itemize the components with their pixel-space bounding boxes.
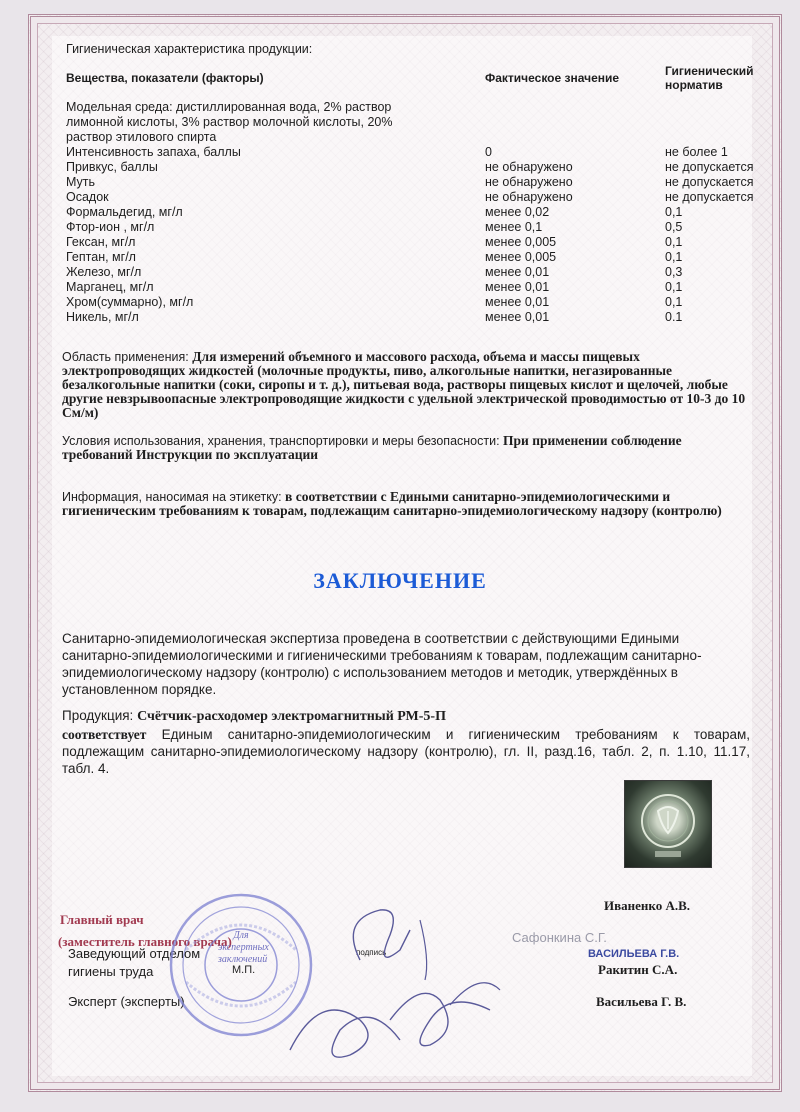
col-header-actual: Фактическое значение xyxy=(485,71,620,85)
table-row xyxy=(62,220,762,235)
deputy-label: (заместитель главного врача) xyxy=(58,934,232,949)
scope-text: Для измерений объемного и массового расхода, объема и массы пищевых электропроводящих жидкостей (молочные продукты, пиво, алкогольные напитки, негазированные безалкогольные напитки (соки, сиропы и т. д.), питьевая вода, растворы пищевых кислот и щелочей, любые другие невзрывоопасные электропроводящие жидкости с удельной электрической проводимостью от 10-3 до 10 См/м) xyxy=(62,349,746,420)
cell-norm: не допускается xyxy=(665,175,754,189)
cell-norm: не допускается xyxy=(665,190,754,204)
signature-caption: подпись xyxy=(356,948,387,957)
table-row xyxy=(62,295,762,310)
head-dept-label-1: Заведующий отделом xyxy=(68,946,201,961)
table-row xyxy=(62,250,762,265)
conforms-text: Единым санитарно-эпидемиологическим и гигиеническим требованиям к товарам, подлежащим санитарно-эпидемиологическому надзору (контролю), гл. II, разд.16, табл. 2, п. 1.10, 11.17, табл. 4. xyxy=(62,727,750,776)
col-header-norm: Гигиенический норматив xyxy=(665,64,754,92)
label-info-paragraph xyxy=(62,490,752,518)
cell-actual: 0 xyxy=(485,145,492,159)
cell-substance: Железо, мг/л xyxy=(66,265,142,279)
table-row xyxy=(62,145,762,160)
handwritten-signatures-icon xyxy=(280,880,540,1080)
cell-substance: Привкус, баллы xyxy=(66,160,158,174)
cell-actual: менее 0,1 xyxy=(485,220,543,234)
table-row xyxy=(62,160,762,175)
cell-norm: 0,1 xyxy=(665,280,683,294)
table-row xyxy=(62,205,762,220)
cell-substance: Муть xyxy=(66,175,96,189)
scope-paragraph xyxy=(62,350,752,420)
scope-label: Область применения: xyxy=(62,350,189,364)
cell-actual: не обнаружено xyxy=(485,175,573,189)
table-row xyxy=(62,175,762,190)
hologram-seal xyxy=(624,780,712,868)
cell-substance: Никель, мг/л xyxy=(66,310,139,324)
expert-label: Эксперт (эксперты) xyxy=(68,994,185,1009)
cell-actual: менее 0,01 xyxy=(485,280,550,294)
conditions-paragraph xyxy=(62,434,752,462)
cell-norm: не более 1 xyxy=(665,145,728,159)
seal-center-line-1: Для xyxy=(233,930,249,941)
chief-doctor-label: Главный врач xyxy=(60,912,144,927)
cell-substance: Хром(суммарно), мг/л xyxy=(66,295,194,309)
cell-substance: Гексан, мг/л xyxy=(66,235,136,249)
conditions-label: Условия использования, хранения, транспортировки и меры безопасности: xyxy=(62,434,500,448)
cell-norm: 0.1 xyxy=(665,310,683,324)
cell-substance: Марганец, мг/л xyxy=(66,280,154,294)
cell-actual: менее 0,01 xyxy=(485,310,550,324)
cell-actual: не обнаружено xyxy=(485,190,573,204)
table-row xyxy=(62,280,762,295)
cell-norm: 0,1 xyxy=(665,295,683,309)
cell-substance: Формальдегид, мг/л xyxy=(66,205,183,219)
cell-actual: менее 0,005 xyxy=(485,235,557,249)
cell-norm: 0,1 xyxy=(665,250,683,264)
hygiene-table xyxy=(62,62,762,325)
model-medium-text: Модельная среда: дистиллированная вода, 2% раствор лимонной кислоты, 3% раствор молочной кислоты, 20% раствор этилового спирта xyxy=(66,100,393,144)
hygiene-section-title: Гигиеническая характеристика продукции: xyxy=(66,42,313,56)
table-row xyxy=(62,235,762,250)
conditions-text: При применении соблюдение требований Инструкции по эксплуатации xyxy=(62,433,682,462)
name-expert: Васильева Г. В. xyxy=(596,994,687,1009)
hologram-emblem-icon xyxy=(625,781,711,867)
cell-substance: Осадок xyxy=(66,190,109,204)
seal-center-text xyxy=(218,930,269,966)
name-head: Ракитин С.А. xyxy=(598,962,678,977)
label-info-label: Информация, наносимая на этикетку: xyxy=(62,490,282,504)
cell-actual: менее 0,01 xyxy=(485,265,550,279)
seal-center-line-2: экспертных xyxy=(218,942,269,953)
cell-norm: не допускается xyxy=(665,160,754,174)
model-medium-row xyxy=(62,100,762,145)
mp-label: М.П. xyxy=(232,964,256,976)
name-chief: Иваненко А.В. xyxy=(604,898,691,913)
faint-name: Сафонкина С.Г. xyxy=(512,930,607,945)
cell-actual: менее 0,02 xyxy=(485,205,550,219)
product-name: Счётчик-расходомер электромагнитный РМ-5-П xyxy=(137,709,446,724)
cell-actual: менее 0,01 xyxy=(485,295,550,309)
cell-actual: не обнаружено xyxy=(485,160,573,174)
cell-norm: 0,3 xyxy=(665,265,683,279)
table-header-row xyxy=(62,62,762,100)
label-info-text: в соответствии с Едиными санитарно-эпидемиологическими и гигиеническим требованиям к товарам, подлежащим санитарно-эпидемиологическому надзору (контролю) xyxy=(62,489,722,518)
table-row xyxy=(62,190,762,205)
conclusion-title: ЗАКЛЮЧЕНИЕ xyxy=(313,568,487,593)
cell-norm: 0,1 xyxy=(665,205,683,219)
cell-substance: Интенсивность запаха, баллы xyxy=(66,145,241,159)
cell-substance: Гептан, мг/л xyxy=(66,250,136,264)
col-header-substance: Вещества, показатели (факторы) xyxy=(66,71,264,85)
conforms-label: соответствует xyxy=(62,727,147,742)
cell-norm: 0,5 xyxy=(665,220,683,234)
name-stamp: ВАСИЛЬЕВА Г.В. xyxy=(588,948,680,960)
head-dept-label-2: гигиены труда xyxy=(68,964,154,979)
conclusion-text: Санитарно-эпидемиологическая экспертиза проведена в соответствии с действующими Едиными санитарно-эпидемиологическими и гигиеническими требованиям к товарам, подлежащим санитарно-эпидемиологическому надзору (контролю) с использованием методов и методик, утверждённых в установленном порядке. xyxy=(62,631,702,697)
product-label: Продукция: xyxy=(62,708,134,723)
product-line xyxy=(62,707,752,725)
conformity-paragraph xyxy=(62,726,750,777)
table-row xyxy=(62,265,762,280)
seal-center-line-3: заключений xyxy=(218,954,268,965)
table-row xyxy=(62,310,762,325)
cell-substance: Фтор-ион , мг/л xyxy=(66,220,155,234)
cell-norm: 0,1 xyxy=(665,235,683,249)
cell-actual: менее 0,005 xyxy=(485,250,557,264)
